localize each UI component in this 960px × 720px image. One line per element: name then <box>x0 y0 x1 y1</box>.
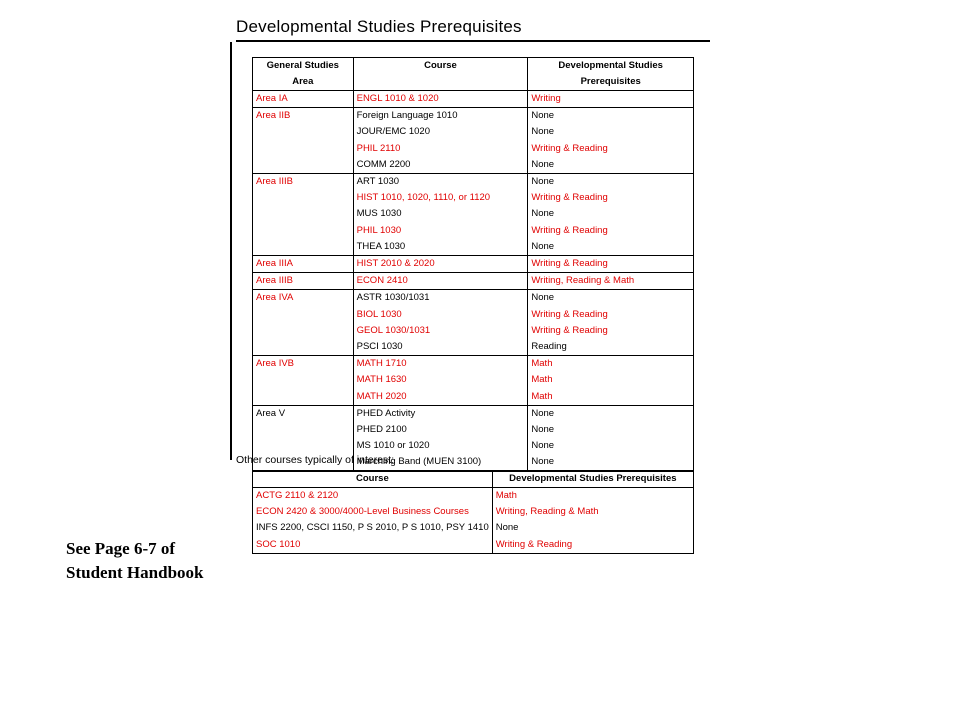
header-course: Course <box>253 471 493 488</box>
prerequisites-table <box>252 57 694 472</box>
course-line: Marching Band (MUEN 3100) <box>356 456 482 468</box>
caption-line-2: Student Handbook <box>66 563 204 582</box>
course-line: PHIL 1030 <box>356 224 402 236</box>
header-area: General Studies Area <box>253 58 354 91</box>
prereq-line: None <box>531 407 555 419</box>
prereq-line: None <box>531 292 555 304</box>
header-prereqs: Developmental Studies Prerequisites <box>492 471 693 488</box>
course-line: MS 1010 or 1020 <box>356 440 430 452</box>
prereq-line: None <box>531 158 555 170</box>
area-label: Area IVB <box>256 358 295 370</box>
prereq-line: Writing & Reading <box>531 192 608 204</box>
table-row <box>253 108 694 174</box>
prerequisites-table-body <box>253 91 694 472</box>
course-line: INFS 2200, CSCI 1150, P S 2010, P S 1010, PSY 1410 <box>256 522 489 534</box>
course-line: MUS 1030 <box>356 208 402 220</box>
course-cell <box>353 174 528 256</box>
other-courses-note: Other courses typically of interest: <box>236 454 395 466</box>
prereq-line: None <box>531 424 555 436</box>
prereq-line: Writing & Reading <box>495 538 573 550</box>
header-course: Course <box>353 58 528 91</box>
prereq-line: None <box>531 208 555 220</box>
course-line: MATH 2020 <box>356 390 407 402</box>
area-label: Area IA <box>256 93 288 104</box>
course-line: ACTG 2110 & 2120 <box>256 490 339 501</box>
table-header-row <box>253 58 694 91</box>
prereq-cell <box>528 256 694 273</box>
prereq-line: Math <box>531 358 553 370</box>
prereq-line: None <box>531 110 555 122</box>
course-line: COMM 2200 <box>356 158 411 170</box>
handbook-caption <box>66 537 203 585</box>
title-underline <box>236 40 710 42</box>
prereq-cell <box>528 356 694 406</box>
prereq-line: Writing & Reading <box>531 224 608 236</box>
table-row <box>253 273 694 290</box>
table-row <box>253 356 694 406</box>
prereq-cell <box>528 273 694 290</box>
prereq-line: Writing, Reading & Math <box>531 275 635 287</box>
course-line: ART 1030 <box>356 176 400 188</box>
area-cell <box>253 273 354 290</box>
prereq-line: Writing & Reading <box>531 258 608 270</box>
course-line: MATH 1710 <box>356 358 407 370</box>
course-line: ECON 2410 <box>356 275 408 287</box>
prereq-line: Writing & Reading <box>531 308 608 320</box>
prereq-line: Math <box>531 390 553 402</box>
course-line: ECON 2420 & 3000/4000-Level Business Courses <box>256 506 469 518</box>
prereq-line: None <box>531 176 555 188</box>
area-cell <box>253 108 354 174</box>
table-header-row <box>253 471 694 488</box>
area-label: Area IIIB <box>256 275 293 287</box>
course-cell <box>353 273 528 290</box>
prereq-line: Writing, Reading & Math <box>495 506 599 518</box>
other-courses-table <box>252 470 694 554</box>
course-line: HIST 1010, 1020, 1110, or 1120 <box>356 192 491 204</box>
course-line: JOUR/EMC 1020 <box>356 126 430 138</box>
caption-line-1: See Page 6-7 of <box>66 539 176 558</box>
table-row <box>253 256 694 273</box>
page-title: Developmental Studies Prerequisites <box>236 17 522 36</box>
course-cell <box>353 356 528 406</box>
course-line: ASTR 1030/1031 <box>356 292 430 304</box>
area-label: Area V <box>256 407 286 419</box>
prereq-line: Reading <box>531 341 567 353</box>
area-label: Area IIIB <box>256 176 293 188</box>
prereq-line: Math <box>495 490 517 501</box>
course-cell <box>353 290 528 356</box>
prereq-cell <box>528 108 694 174</box>
course-line: GEOL 1030/1031 <box>356 324 431 336</box>
left-margin-rule <box>230 42 232 460</box>
area-label: Area IVA <box>256 292 294 304</box>
course-cell <box>353 108 528 174</box>
prereq-line: None <box>531 456 555 468</box>
course-line: BIOL 1030 <box>356 308 402 320</box>
prereq-line: Math <box>531 374 553 386</box>
prereq-line: Writing <box>531 93 561 104</box>
course-line: MATH 1630 <box>356 374 407 386</box>
prereq-line: None <box>495 522 519 534</box>
area-cell <box>253 256 354 273</box>
area-cell <box>253 356 354 406</box>
table-row <box>253 290 694 356</box>
course-line: PSCI 1030 <box>356 341 403 353</box>
course-line: Foreign Language 1010 <box>356 110 458 122</box>
prereq-line: Writing & Reading <box>531 142 608 154</box>
course-cell <box>253 488 493 554</box>
prereq-cell <box>528 290 694 356</box>
prereq-line: None <box>531 126 555 138</box>
area-label: Area IIB <box>256 110 291 122</box>
area-cell <box>253 174 354 256</box>
course-cell <box>353 256 528 273</box>
prereq-cell <box>492 488 693 554</box>
area-label: Area IIIA <box>256 258 293 270</box>
course-line: PHIL 2110 <box>356 142 401 154</box>
course-line: PHED 2100 <box>356 424 407 436</box>
table-row <box>253 91 694 108</box>
table-row <box>253 174 694 256</box>
header-prereqs: Developmental Studies Prerequisites <box>528 58 694 91</box>
prereq-line: None <box>531 240 555 252</box>
course-line: PHED Activity <box>356 407 416 419</box>
prereq-cell <box>528 174 694 256</box>
prereq-cell <box>528 91 694 108</box>
prereq-cell <box>528 405 694 471</box>
area-cell <box>253 290 354 356</box>
prereq-line: None <box>531 440 555 452</box>
course-line: HIST 2010 & 2020 <box>356 258 435 270</box>
area-cell <box>253 91 354 108</box>
course-line: THEA 1030 <box>356 240 406 252</box>
prereq-line: Writing & Reading <box>531 324 608 336</box>
course-cell <box>353 91 528 108</box>
course-line: SOC 1010 <box>256 538 301 550</box>
table-row <box>253 488 694 554</box>
course-line: ENGL 1010 & 1020 <box>356 93 439 104</box>
